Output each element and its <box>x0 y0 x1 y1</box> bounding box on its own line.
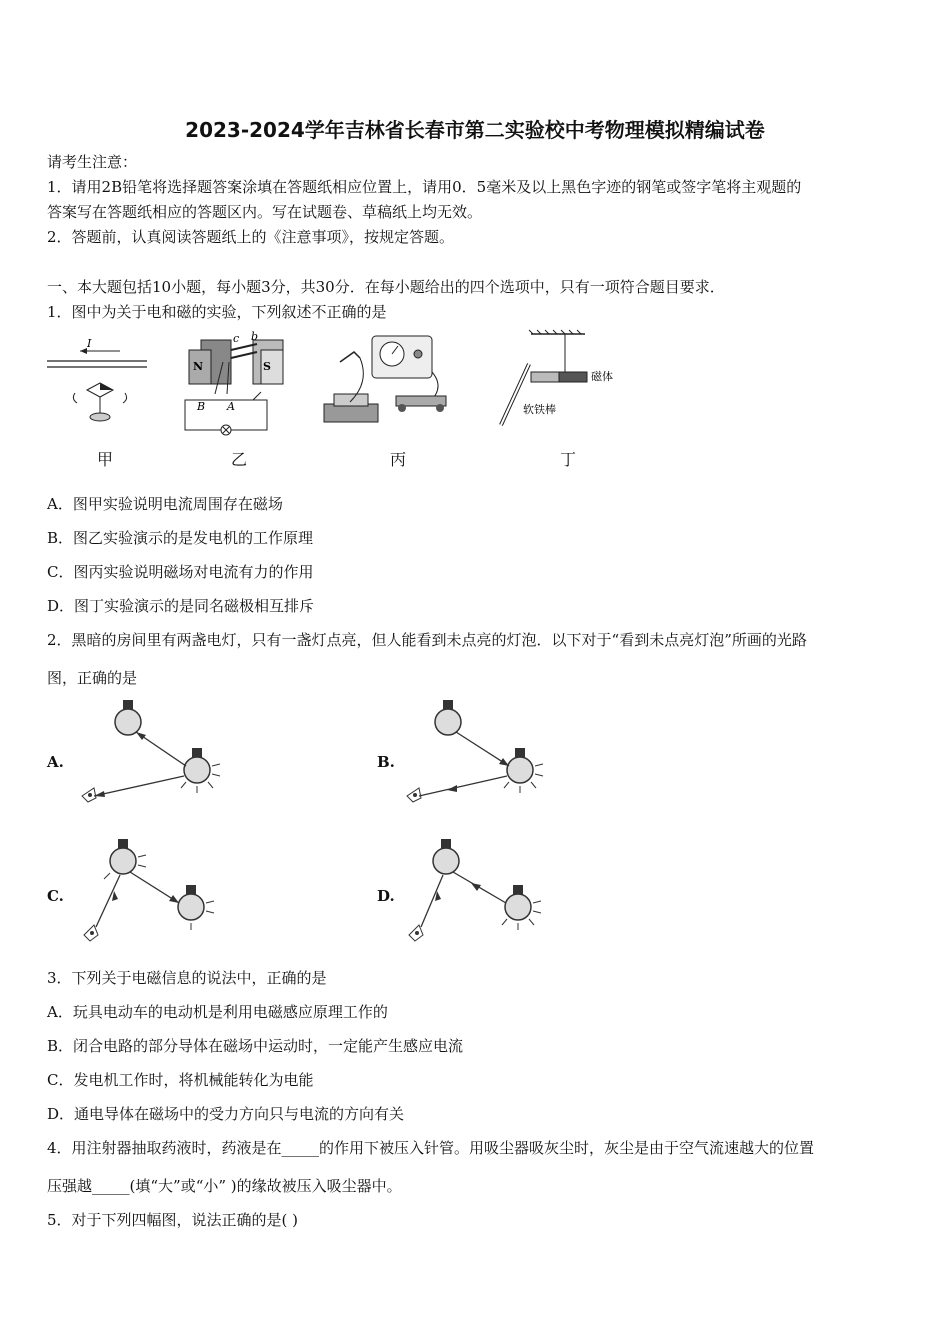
q2-stem-cont: 图，正确的是 <box>47 669 138 687</box>
label-B: B <box>197 400 206 413</box>
q3-option-a: A．玩具电动车的电动机是利用电磁感应原理工作的 <box>47 1003 388 1021</box>
q5-stem: 5．对于下列四幅图，说法正确的是( ) <box>47 1211 299 1229</box>
iron-rod-label: 软铁棒 <box>523 403 556 416</box>
bulb-off-icon <box>433 839 459 874</box>
eye-icon <box>409 925 423 941</box>
fig-jia <box>45 335 150 430</box>
bulb-on-icon <box>504 748 543 793</box>
pole-n: N <box>193 360 204 373</box>
fig-ding <box>495 330 625 430</box>
label-b: b <box>251 330 259 343</box>
label-c: c <box>233 332 240 345</box>
bulb-on-icon <box>502 885 541 930</box>
q2-diagram-a <box>80 698 230 808</box>
q3-option-b: B．闭合电路的部分导体在磁场中运动时，一定能产生感应电流 <box>47 1037 464 1055</box>
eye-icon <box>82 788 96 802</box>
q2-label-d: D. <box>377 887 395 905</box>
page-title: 2023-2024学年吉林省长春市第二实验校中考物理模拟精编试卷 <box>185 118 765 142</box>
q2-label-c: C. <box>47 887 64 905</box>
q2-label-a: A. <box>47 753 64 771</box>
q3-option-c: C．发电机工作时，将机械能转化为电能 <box>47 1071 314 1089</box>
bulb-off-icon <box>115 700 141 735</box>
fig-bing <box>320 332 450 432</box>
current-label: I <box>87 337 92 350</box>
fig-label-bing: 丙 <box>390 450 407 469</box>
q3-stem: 3．下列关于电磁信息的说法中，正确的是 <box>47 969 327 987</box>
notice-item-2: 2．答题前，认真阅读答题纸上的《注意事项》，按规定答题。 <box>47 228 455 246</box>
fig-label-ding: 丁 <box>560 450 577 469</box>
fig-yi <box>183 332 293 437</box>
section-heading: 一、本大题包括10小题，每小题3分，共30分．在每小题给出的四个选项中，只有一项符合题目要求． <box>47 278 725 296</box>
q4-text-cont: 压强越_____(填“大”或“小” )的缘故被压入吸尘器中。 <box>47 1177 402 1195</box>
q1-stem: 1．图中为关于电和磁的实验，下列叙述不正确的是 <box>47 303 387 321</box>
q2-label-b: B. <box>377 753 395 771</box>
eye-icon <box>84 925 98 941</box>
q2-diagram-b <box>405 698 555 808</box>
q1-option-a: A．图甲实验说明电流周围存在磁场 <box>47 495 283 513</box>
bulb-off-icon <box>178 885 214 930</box>
q3-option-d: D．通电导体在磁场中的受力方向只与电流的方向有关 <box>47 1105 405 1123</box>
bulb-off-icon <box>435 700 461 735</box>
magnet-label: 磁体 <box>591 370 613 383</box>
q2-diagram-d <box>405 835 555 945</box>
fig-label-jia: 甲 <box>97 450 114 469</box>
eye-icon <box>407 788 421 802</box>
fig-label-yi: 乙 <box>231 450 248 469</box>
notice-item-1-cont: 答案写在答题纸相应的答题区内。写在试题卷、草稿纸上均无效。 <box>47 203 483 221</box>
q1-option-b: B．图乙实验演示的是发电机的工作原理 <box>47 529 314 547</box>
q4-text: 4．用注射器抽取药液时，药液是在_____的作用下被压入针管。用吸尘器吸灰尘时，灰尘是由于空气流速越大的位置 <box>47 1139 815 1157</box>
label-A: A <box>227 400 235 413</box>
q2-diagram-c <box>80 835 230 945</box>
bulb-on-icon <box>104 839 146 879</box>
q1-option-c: C．图丙实验说明磁场对电流有力的作用 <box>47 563 314 581</box>
q2-stem: 2．黑暗的房间里有两盏电灯，只有一盏灯点亮，但人能看到未点亮的灯泡．以下对于“看到未点亮灯泡”所画的光路 <box>47 631 807 649</box>
bulb-on-icon <box>181 748 220 793</box>
pole-s: S <box>263 360 271 373</box>
q1-option-d: D．图丁实验演示的是同名磁极相互排斥 <box>47 597 315 615</box>
notice-item-1: 1．请用2B铅笔将选择题答案涂填在答题纸相应位置上，请用0．5毫米及以上黑色字迹的钢笔或签字笔将主观题的 <box>47 178 802 196</box>
notice-heading: 请考生注意： <box>47 153 138 171</box>
